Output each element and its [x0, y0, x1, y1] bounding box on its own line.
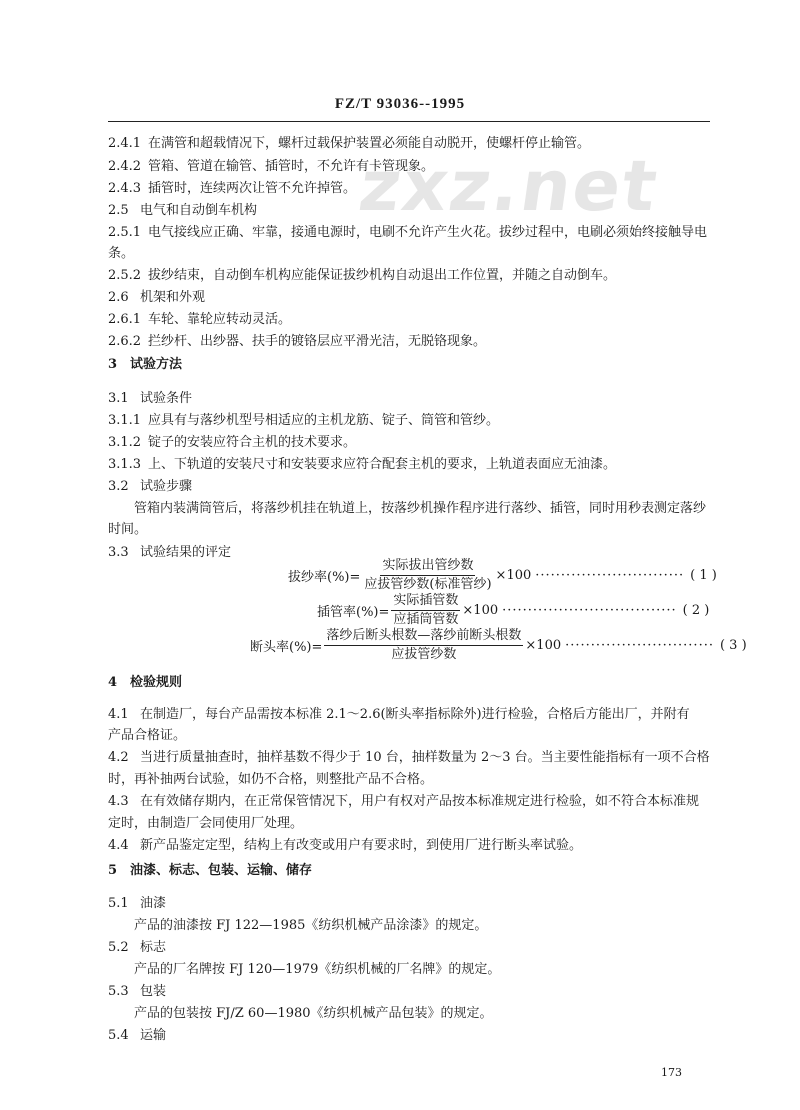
clause-4-1: 4.1 在制造厂，每台产品需按本标准 2.1～2.6(断头率指标除外)进行检验，合格后方能出厂，并附有 — [108, 707, 690, 722]
section-4-heading: 4 检验规则 — [108, 675, 183, 690]
clause-3-3: 3.3 试验结果的评定 — [108, 545, 232, 560]
clause-4-2-cont: 时，再补抽两台试验，如仍不合格，则整批产品不合格。 — [108, 772, 434, 787]
clause-2-4-3: 2.4.3 插管时，连续两次让管不允许掉管。 — [108, 181, 357, 196]
clause-5-2: 5.2 标志 — [108, 940, 167, 955]
clause-2-4-2: 2.4.2 管箱、管道在输管、插管时，不允许有卡管现象。 — [108, 159, 435, 174]
clause-2-6-1: 2.6.1 车轮、靠轮应转动灵活。 — [108, 312, 292, 327]
standard-number-header: FZ/T 93036--1995 — [334, 96, 466, 112]
page-number: 173 — [661, 1066, 682, 1079]
clause-5-3-body: 产品的包装按 FJ/Z 60—1980《纺织机械产品包装》的规定。 — [134, 1006, 493, 1021]
clause-2-5-1-cont: 条。 — [108, 246, 135, 261]
formula-insert-rate: 插管率(%)= $\frac{\text{实际插管数}}{\text{应插筒管数}}$ ×100 ·································· ( 2 ) — [317, 593, 710, 627]
clause-2-5-1: 2.5.1 电气接线应正确、牢靠，接通电源时，电刷不允许产生火花。拔纱过程中，电刷必须始终接触导电 — [108, 225, 708, 240]
clause-2-5-2: 2.5.2 拔纱结束，自动倒车机构应能保证拔纱机构自动退出工作位置，并随之自动倒车。 — [108, 268, 617, 283]
clause-5-1-body: 产品的油漆按 FJ 122—1985《纺织机械产品涂漆》的规定。 — [134, 918, 488, 933]
section-3-heading: 3 试验方法 — [108, 357, 183, 372]
clause-3-1-2: 3.1.2 锭子的安装应符合主机的技术要求。 — [108, 435, 357, 450]
clause-5-4: 5.4 运输 — [108, 1028, 167, 1043]
clause-2-6-2: 2.6.2 拦纱杆、出纱器、扶手的镀铬层应平滑光洁，无脱铬现象。 — [108, 334, 487, 349]
clause-2-5: 2.5 电气和自动倒车机构 — [108, 203, 258, 218]
watermark: zxz.net — [354, 145, 664, 227]
header-rule — [108, 121, 710, 122]
section-5-heading: 5 油漆、标志、包装、运输、储存 — [108, 863, 313, 878]
clause-3-2: 3.2 试验步骤 — [108, 479, 193, 494]
clause-3-1-1: 3.1.1 应具有与落纱机型号相适应的主机龙筋、锭子、筒管和管纱。 — [108, 413, 500, 428]
clause-2-4-1: 2.4.1 在满管和超载情况下，螺杆过载保护装置必须能自动脱开，使螺杆停止输管。 — [108, 136, 591, 151]
formula-breakage-rate: 断头率(%)= $\frac{\text{落纱后断头根数—落纱前断头根数}}{\text{应拔管纱数}}$ ×100 ····························· ( 3 ) — [250, 628, 747, 662]
clause-4-2: 4.2 当进行质量抽查时，抽样基数不得少于 10 台，抽样数量为 2～3 台。当主要性能指标有一项不合格 — [108, 750, 710, 765]
clause-3-2-body: 管箱内装满筒管后，将落纱机挂在轨道上，按落纱机操作程序进行落纱、插管，同时用秒表测定落纱 — [134, 501, 707, 516]
formula-draw-rate: 拔纱率(%)= $\frac{\text{实际拔出管纱数}}{\text{应拔管纱数(标准管纱)}}$ ×100 ····························· ( 1 ) — [288, 558, 717, 592]
clause-4-1-cont: 产品合格证。 — [108, 728, 187, 743]
clause-5-3: 5.3 包装 — [108, 984, 167, 999]
clause-4-4: 4.4 新产品鉴定定型，结构上有改变或用户有要求时，到使用厂进行断头率试验。 — [108, 838, 583, 853]
clause-2-6: 2.6 机架和外观 — [108, 290, 206, 305]
clause-3-2-body-cont: 时间。 — [108, 522, 148, 537]
clause-4-3-cont: 定时，由制造厂会同使用厂处理。 — [108, 816, 304, 831]
clause-3-1-3: 3.1.3 上、下轨道的安装尺寸和安装要求应符合配套主机的要求，上轨道表面应无油漆。 — [108, 457, 617, 472]
clause-4-3: 4.3 在有效储存期内，在正常保管情况下，用户有权对产品按本标准规定进行检验，如不符合本标准规 — [108, 794, 700, 809]
clause-5-1: 5.1 油漆 — [108, 896, 167, 911]
clause-5-2-body: 产品的厂名牌按 FJ 120—1979《纺织机械的厂名牌》的规定。 — [134, 962, 501, 977]
clause-3-1: 3.1 试验条件 — [108, 391, 193, 406]
